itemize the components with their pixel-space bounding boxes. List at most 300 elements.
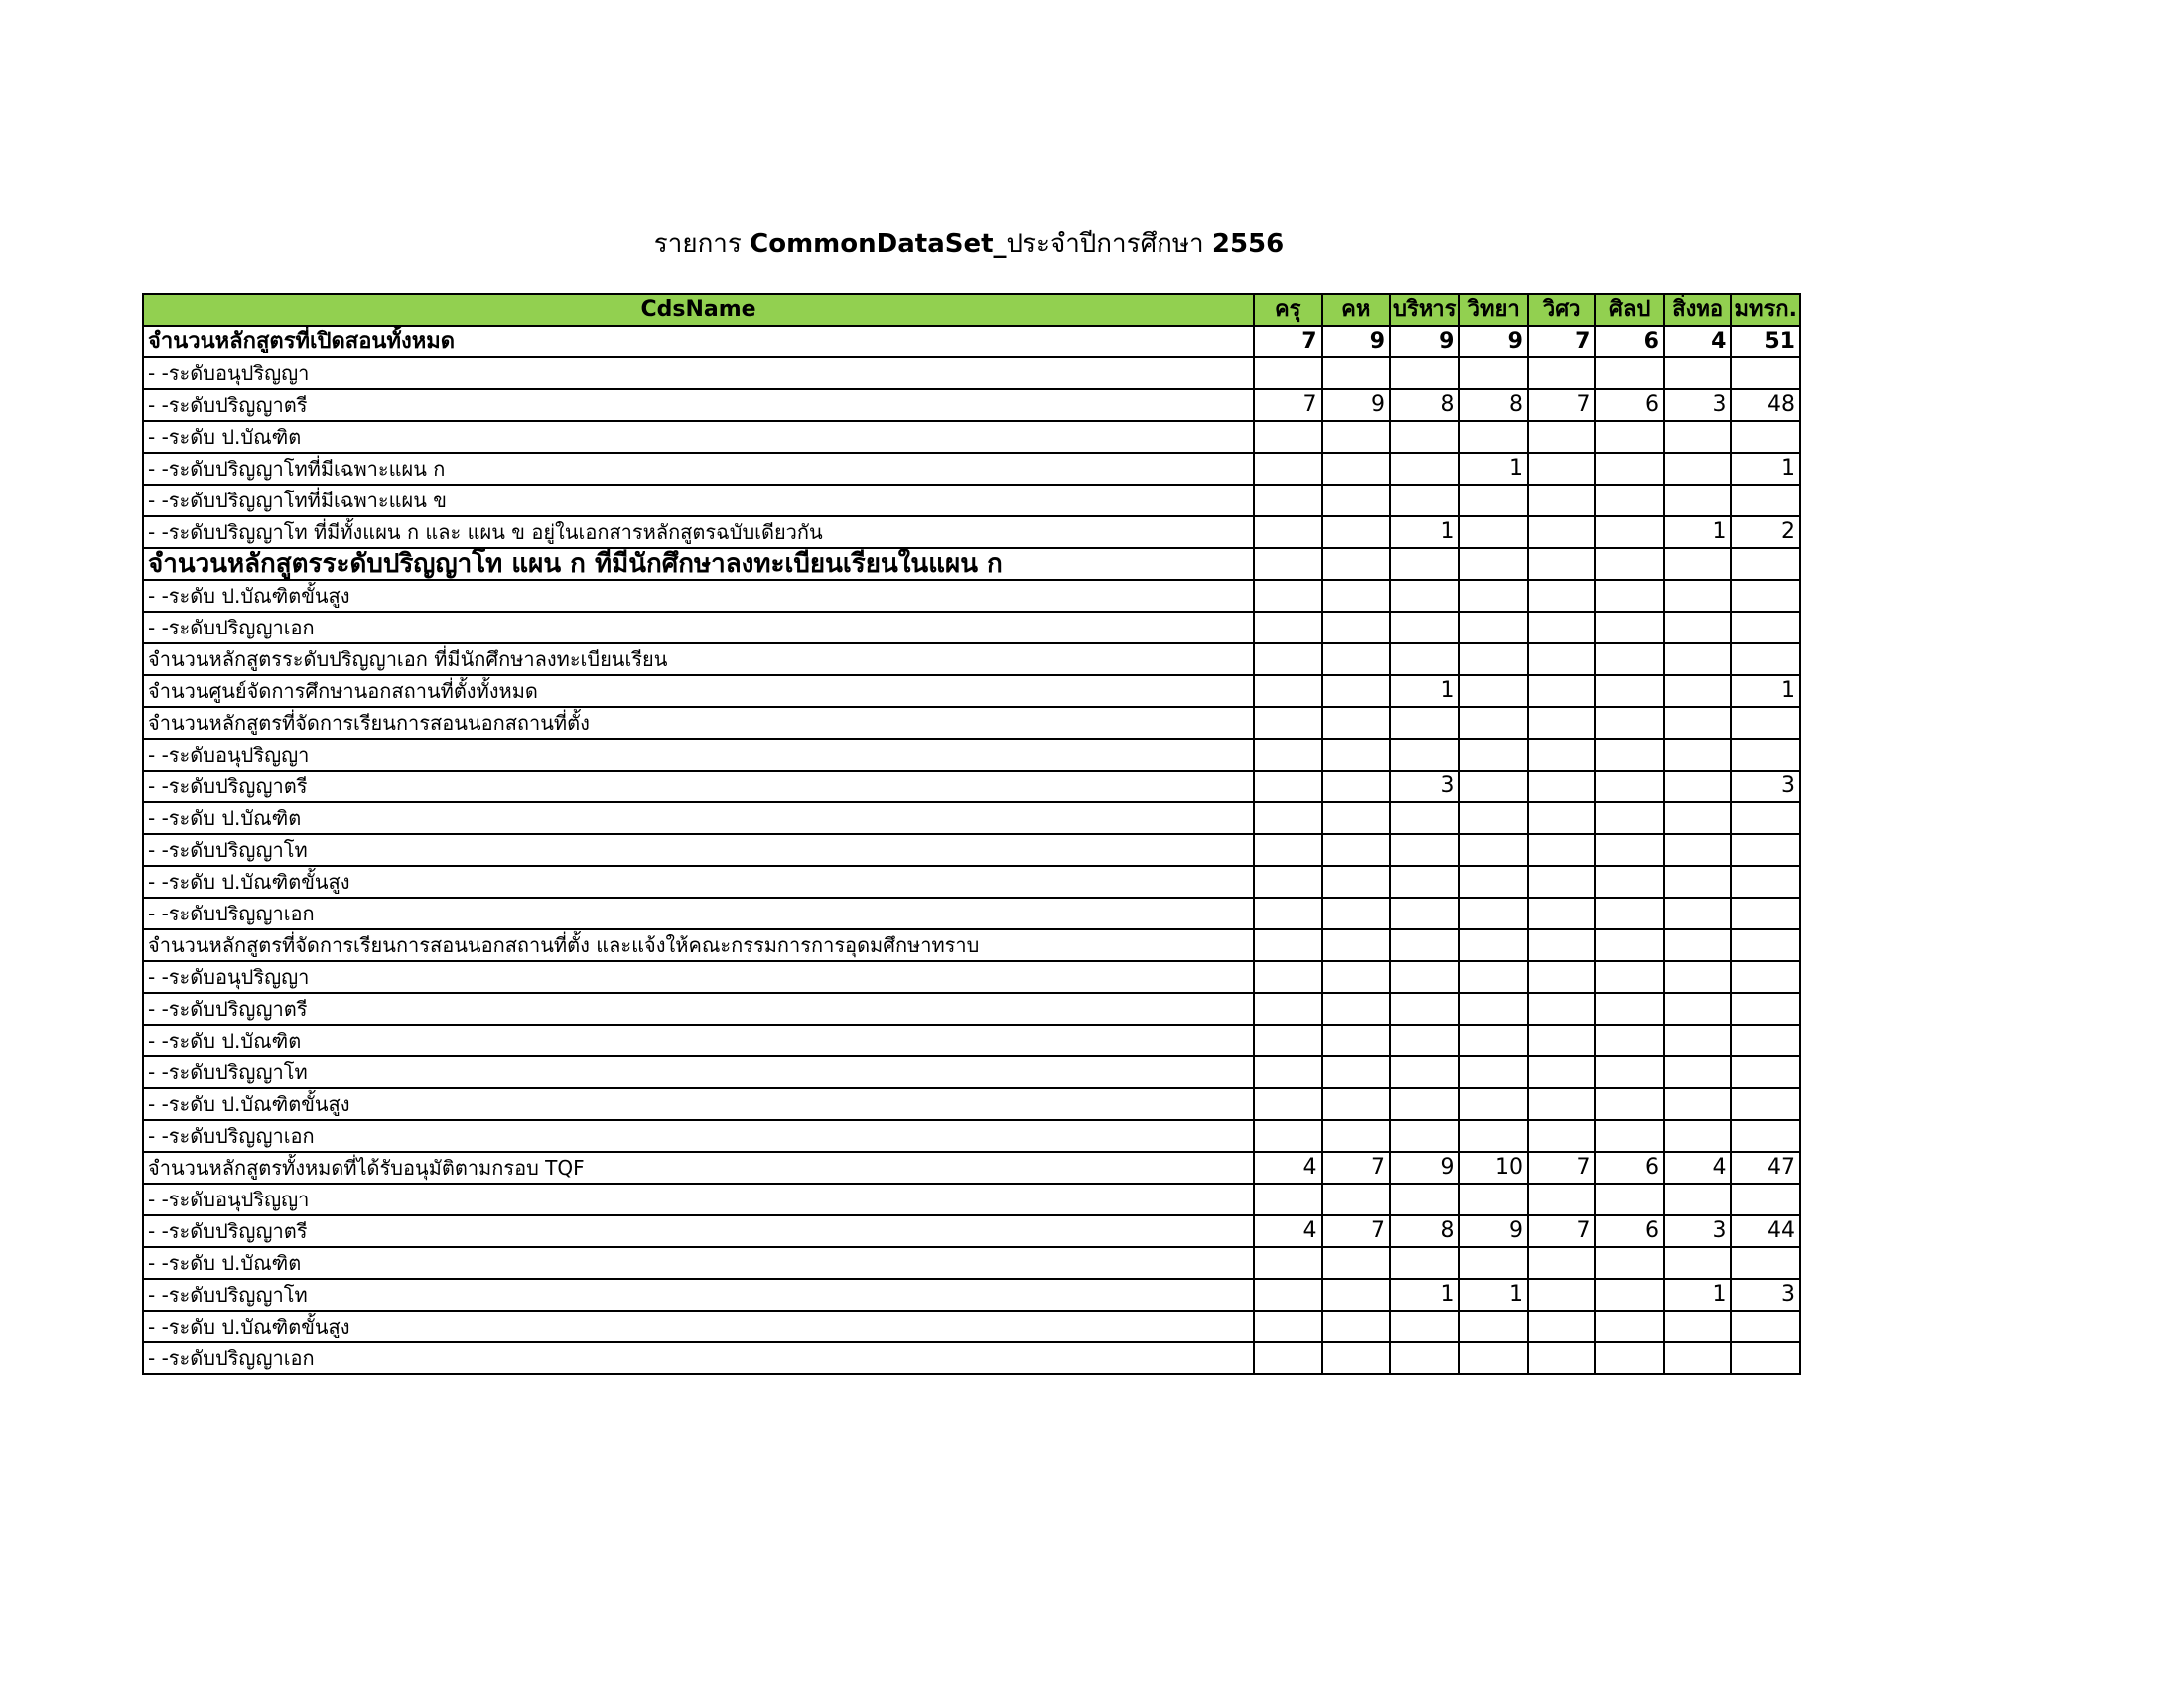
value-cell [1459, 357, 1528, 389]
value-cell [1459, 1184, 1528, 1215]
value-cell [1322, 1088, 1391, 1120]
value-cell [1322, 1025, 1391, 1056]
column-header-witthaya: วิทยา [1459, 294, 1528, 326]
value-cell [1254, 1025, 1322, 1056]
value-cell [1322, 675, 1391, 707]
value-cell [1731, 1088, 1800, 1120]
value-cell: 1 [1390, 675, 1459, 707]
value-cell [1322, 1247, 1391, 1279]
value-cell [1322, 516, 1391, 548]
table-row [143, 643, 1800, 675]
value-cell [1459, 1056, 1528, 1088]
value-cell [1254, 612, 1322, 643]
value-cell [1390, 453, 1459, 485]
value-cell: 47 [1731, 1152, 1800, 1184]
value-cell [1595, 1311, 1664, 1342]
value-cell [1459, 1025, 1528, 1056]
row-name-cell: - -ระดับ ป.บัณฑิต [143, 421, 1254, 453]
value-cell: 9 [1390, 326, 1459, 357]
value-cell: 7 [1528, 389, 1596, 421]
value-cell: 3 [1731, 1279, 1800, 1311]
value-cell [1664, 1342, 1732, 1374]
table-row [143, 516, 1800, 548]
value-cell [1731, 1184, 1800, 1215]
table-row [143, 771, 1800, 802]
value-cell [1459, 1247, 1528, 1279]
value-cell [1254, 1279, 1322, 1311]
value-cell: 7 [1528, 1215, 1596, 1247]
value-cell [1528, 357, 1596, 389]
value-cell [1528, 421, 1596, 453]
value-cell [1731, 1342, 1800, 1374]
value-cell [1595, 580, 1664, 612]
value-cell [1459, 739, 1528, 771]
column-header-witsawa: วิศว [1528, 294, 1596, 326]
table-row [143, 1120, 1800, 1152]
table-row [143, 1342, 1800, 1374]
row-name-cell: จำนวนศูนย์จัดการศึกษานอกสถานที่ตั้งทั้งหมด [143, 675, 1254, 707]
row-name-cell: - -ระดับ ป.บัณฑิต [143, 1025, 1254, 1056]
value-cell [1322, 453, 1391, 485]
value-cell [1254, 1247, 1322, 1279]
value-cell [1459, 961, 1528, 993]
value-cell [1528, 516, 1596, 548]
value-cell [1254, 929, 1322, 961]
table-row [143, 1025, 1800, 1056]
row-name-cell: จำนวนหลักสูตรทั้งหมดที่ได้รับอนุมัติตามกรอบ TQF [143, 1152, 1254, 1184]
value-cell [1664, 643, 1732, 675]
value-cell [1459, 802, 1528, 834]
value-cell [1595, 453, 1664, 485]
row-name-cell: จำนวนหลักสูตรที่จัดการเรียนการสอนนอกสถานที่ตั้ง และแจ้งให้คณะกรรมการการอุดมศึกษาทราบ [143, 929, 1254, 961]
value-cell [1390, 421, 1459, 453]
row-name-cell: - -ระดับปริญญาโทที่มีเฉพาะแผน ข [143, 485, 1254, 516]
column-header-total: มทรก. [1731, 294, 1800, 326]
value-cell [1664, 961, 1732, 993]
value-cell [1595, 1025, 1664, 1056]
value-cell [1254, 993, 1322, 1025]
value-cell [1459, 929, 1528, 961]
value-cell [1254, 739, 1322, 771]
row-name-cell: - -ระดับปริญญาเอก [143, 1120, 1254, 1152]
value-cell [1390, 1342, 1459, 1374]
value-cell [1459, 675, 1528, 707]
value-cell [1664, 707, 1732, 739]
row-name-cell: - -ระดับปริญญาโทที่มีเฉพาะแผน ก [143, 453, 1254, 485]
value-cell: 44 [1731, 1215, 1800, 1247]
value-cell [1731, 612, 1800, 643]
row-name-cell: - -ระดับ ป.บัณฑิตขั้นสูง [143, 866, 1254, 898]
value-cell [1595, 771, 1664, 802]
value-cell: 7 [1254, 389, 1322, 421]
value-cell [1459, 1120, 1528, 1152]
value-cell [1528, 993, 1596, 1025]
value-cell [1390, 929, 1459, 961]
table-row [143, 993, 1800, 1025]
value-cell [1595, 1247, 1664, 1279]
value-cell [1528, 961, 1596, 993]
value-cell: 7 [1322, 1152, 1391, 1184]
value-cell [1731, 929, 1800, 961]
value-cell [1664, 1088, 1732, 1120]
table-row [143, 326, 1800, 357]
row-name-cell: - -ระดับปริญญาเอก [143, 612, 1254, 643]
value-cell [1528, 771, 1596, 802]
value-cell [1459, 898, 1528, 929]
value-cell [1322, 548, 1391, 580]
value-cell: 1 [1459, 453, 1528, 485]
value-cell [1322, 834, 1391, 866]
value-cell [1664, 898, 1732, 929]
value-cell [1595, 1088, 1664, 1120]
value-cell: 4 [1664, 326, 1732, 357]
value-cell [1254, 866, 1322, 898]
value-cell [1254, 961, 1322, 993]
value-cell [1731, 643, 1800, 675]
table-row [143, 1215, 1800, 1247]
row-name-cell: - -ระดับปริญญาโท ที่มีทั้งแผน ก และ แผน ข อยู่ในเอกสารหลักสูตรฉบับเดียวกัน [143, 516, 1254, 548]
value-cell [1322, 580, 1391, 612]
value-cell [1595, 516, 1664, 548]
value-cell [1731, 1025, 1800, 1056]
value-cell: 1 [1390, 1279, 1459, 1311]
value-cell [1528, 1279, 1596, 1311]
value-cell: 9 [1322, 326, 1391, 357]
value-cell [1390, 961, 1459, 993]
value-cell [1254, 802, 1322, 834]
value-cell: 1 [1664, 1279, 1732, 1311]
value-cell [1595, 834, 1664, 866]
table-row [143, 485, 1800, 516]
value-cell: 1 [1664, 516, 1732, 548]
row-name-cell: - -ระดับปริญญาโท [143, 1056, 1254, 1088]
table-row [143, 802, 1800, 834]
value-cell: 1 [1731, 675, 1800, 707]
value-cell [1528, 1311, 1596, 1342]
value-cell: 3 [1390, 771, 1459, 802]
value-cell [1731, 898, 1800, 929]
row-name-cell: - -ระดับอนุปริญญา [143, 961, 1254, 993]
value-cell: 51 [1731, 326, 1800, 357]
value-cell [1390, 357, 1459, 389]
value-cell [1595, 548, 1664, 580]
value-cell: 7 [1528, 1152, 1596, 1184]
value-cell [1528, 802, 1596, 834]
row-name-cell: - -ระดับ ป.บัณฑิต [143, 802, 1254, 834]
value-cell [1254, 1184, 1322, 1215]
value-cell [1459, 612, 1528, 643]
value-cell [1595, 643, 1664, 675]
value-cell [1595, 1120, 1664, 1152]
value-cell: 4 [1254, 1152, 1322, 1184]
value-cell: 6 [1595, 1215, 1664, 1247]
value-cell [1595, 675, 1664, 707]
value-cell [1664, 453, 1732, 485]
table-row [143, 866, 1800, 898]
row-name-cell: จำนวนหลักสูตรระดับปริญญาโท แผน ก ที่มีนักศึกษาลงทะเบียนเรียนในแผน ก [143, 548, 1254, 580]
value-cell [1390, 1088, 1459, 1120]
value-cell [1459, 834, 1528, 866]
value-cell: 8 [1390, 1215, 1459, 1247]
column-header-singtho: สิ่งทอ [1664, 294, 1732, 326]
row-name-cell: - -ระดับปริญญาตรี [143, 993, 1254, 1025]
value-cell [1528, 1120, 1596, 1152]
value-cell [1528, 739, 1596, 771]
value-cell [1459, 993, 1528, 1025]
value-cell [1528, 612, 1596, 643]
value-cell [1390, 1247, 1459, 1279]
value-cell: 4 [1664, 1152, 1732, 1184]
value-cell [1528, 1025, 1596, 1056]
data-table [142, 293, 1801, 1375]
value-cell: 9 [1459, 326, 1528, 357]
row-name-cell: - -ระดับปริญญาเอก [143, 1342, 1254, 1374]
value-cell [1459, 548, 1528, 580]
title-main: CommonDataSet_ [750, 229, 1007, 259]
value-cell [1595, 485, 1664, 516]
value-cell [1731, 1056, 1800, 1088]
value-cell [1664, 357, 1732, 389]
value-cell [1664, 771, 1732, 802]
value-cell: 7 [1322, 1215, 1391, 1247]
value-cell [1595, 1342, 1664, 1374]
value-cell [1390, 1184, 1459, 1215]
value-cell [1595, 993, 1664, 1025]
value-cell [1254, 643, 1322, 675]
value-cell [1322, 485, 1391, 516]
table-row [143, 1088, 1800, 1120]
value-cell [1390, 707, 1459, 739]
value-cell [1664, 739, 1732, 771]
value-cell [1254, 357, 1322, 389]
value-cell [1322, 1120, 1391, 1152]
value-cell: 2 [1731, 516, 1800, 548]
title-year: 2556 [1211, 229, 1285, 259]
row-name-cell: - -ระดับ ป.บัณฑิต [143, 1247, 1254, 1279]
value-cell [1390, 993, 1459, 1025]
row-name-cell: - -ระดับปริญญาเอก [143, 898, 1254, 929]
table-row [143, 834, 1800, 866]
value-cell [1254, 516, 1322, 548]
value-cell [1664, 1025, 1732, 1056]
value-cell [1664, 1184, 1732, 1215]
row-name-cell: จำนวนหลักสูตรที่จัดการเรียนการสอนนอกสถานที่ตั้ง [143, 707, 1254, 739]
value-cell [1731, 739, 1800, 771]
column-header-khru: ครุ [1254, 294, 1322, 326]
value-cell [1254, 548, 1322, 580]
value-cell [1390, 834, 1459, 866]
value-cell [1528, 580, 1596, 612]
value-cell [1390, 898, 1459, 929]
value-cell [1459, 485, 1528, 516]
value-cell [1390, 739, 1459, 771]
value-cell [1322, 707, 1391, 739]
value-cell [1254, 675, 1322, 707]
value-cell [1459, 643, 1528, 675]
value-cell [1664, 1247, 1732, 1279]
row-name-cell: จำนวนหลักสูตรระดับปริญญาเอก ที่มีนักศึกษาลงทะเบียนเรียน [143, 643, 1254, 675]
value-cell [1664, 421, 1732, 453]
table-row [143, 357, 1800, 389]
value-cell [1664, 802, 1732, 834]
value-cell [1528, 485, 1596, 516]
table-row [143, 961, 1800, 993]
value-cell [1254, 1056, 1322, 1088]
value-cell [1322, 612, 1391, 643]
value-cell [1459, 516, 1528, 548]
value-cell [1322, 802, 1391, 834]
value-cell [1459, 866, 1528, 898]
value-cell [1664, 866, 1732, 898]
value-cell [1595, 357, 1664, 389]
value-cell [1459, 1342, 1528, 1374]
value-cell [1595, 929, 1664, 961]
value-cell: 7 [1254, 326, 1322, 357]
value-cell: 1 [1731, 453, 1800, 485]
row-name-cell: - -ระดับปริญญาโท [143, 1279, 1254, 1311]
value-cell [1390, 485, 1459, 516]
column-header-sin: ศิลป [1595, 294, 1664, 326]
row-name-cell: - -ระดับ ป.บัณฑิตขั้นสูง [143, 1088, 1254, 1120]
value-cell [1731, 485, 1800, 516]
table-row [143, 929, 1800, 961]
value-cell [1254, 580, 1322, 612]
value-cell [1459, 707, 1528, 739]
value-cell [1595, 898, 1664, 929]
row-name-cell: - -ระดับปริญญาตรี [143, 1215, 1254, 1247]
value-cell [1731, 993, 1800, 1025]
value-cell [1322, 993, 1391, 1025]
value-cell [1664, 548, 1732, 580]
value-cell [1390, 643, 1459, 675]
value-cell [1731, 866, 1800, 898]
value-cell [1528, 548, 1596, 580]
title-suffix: ประจำปีการศึกษา [1006, 229, 1212, 259]
value-cell [1254, 1088, 1322, 1120]
value-cell: 9 [1322, 389, 1391, 421]
value-cell [1731, 707, 1800, 739]
value-cell [1322, 929, 1391, 961]
value-cell [1390, 1120, 1459, 1152]
value-cell [1254, 1342, 1322, 1374]
value-cell [1664, 834, 1732, 866]
value-cell: 6 [1595, 326, 1664, 357]
table-row [143, 1184, 1800, 1215]
report-title [139, 224, 1799, 264]
value-cell [1528, 1088, 1596, 1120]
value-cell: 8 [1459, 389, 1528, 421]
table-row [143, 898, 1800, 929]
value-cell [1390, 866, 1459, 898]
value-cell [1731, 580, 1800, 612]
value-cell [1254, 898, 1322, 929]
value-cell: 6 [1595, 389, 1664, 421]
value-cell [1459, 421, 1528, 453]
value-cell [1322, 1184, 1391, 1215]
value-cell [1664, 993, 1732, 1025]
value-cell [1528, 643, 1596, 675]
value-cell [1254, 1120, 1322, 1152]
value-cell [1459, 580, 1528, 612]
value-cell [1459, 771, 1528, 802]
table-row [143, 675, 1800, 707]
column-header-cdsname: CdsName [143, 294, 1254, 326]
value-cell [1528, 707, 1596, 739]
value-cell [1664, 1056, 1732, 1088]
value-cell [1595, 802, 1664, 834]
value-cell [1459, 1311, 1528, 1342]
value-cell [1390, 580, 1459, 612]
value-cell [1322, 643, 1391, 675]
header-row [143, 294, 1800, 326]
column-header-kh: คห [1322, 294, 1391, 326]
value-cell [1390, 612, 1459, 643]
value-cell [1322, 1311, 1391, 1342]
table-row [143, 580, 1800, 612]
value-cell [1322, 866, 1391, 898]
value-cell [1322, 961, 1391, 993]
value-cell: 4 [1254, 1215, 1322, 1247]
value-cell [1664, 1120, 1732, 1152]
value-cell: 3 [1664, 389, 1732, 421]
value-cell [1731, 1247, 1800, 1279]
value-cell [1322, 1056, 1391, 1088]
value-cell: 1 [1459, 1279, 1528, 1311]
value-cell [1664, 929, 1732, 961]
value-cell: 8 [1390, 389, 1459, 421]
table-row [143, 1311, 1800, 1342]
value-cell: 3 [1664, 1215, 1732, 1247]
value-cell [1528, 929, 1596, 961]
value-cell [1595, 866, 1664, 898]
value-cell [1390, 802, 1459, 834]
value-cell: 48 [1731, 389, 1800, 421]
value-cell [1664, 485, 1732, 516]
value-cell [1528, 1342, 1596, 1374]
value-cell [1731, 357, 1800, 389]
value-cell [1254, 421, 1322, 453]
value-cell [1595, 961, 1664, 993]
value-cell [1322, 421, 1391, 453]
value-cell [1322, 771, 1391, 802]
table-row [143, 1056, 1800, 1088]
value-cell [1322, 357, 1391, 389]
row-name-cell: - -ระดับปริญญาตรี [143, 389, 1254, 421]
value-cell [1595, 707, 1664, 739]
value-cell [1595, 612, 1664, 643]
value-cell [1731, 548, 1800, 580]
value-cell [1528, 866, 1596, 898]
row-name-cell: - -ระดับอนุปริญญา [143, 739, 1254, 771]
row-name-cell: - -ระดับอนุปริญญา [143, 1184, 1254, 1215]
value-cell [1528, 1184, 1596, 1215]
value-cell [1595, 1279, 1664, 1311]
table-row [143, 1279, 1800, 1311]
title-prefix: รายการ [653, 229, 751, 259]
table-row [143, 1152, 1800, 1184]
row-name-cell: จำนวนหลักสูตรที่เปิดสอนทั้งหมด [143, 326, 1254, 357]
value-cell [1528, 675, 1596, 707]
table-row [143, 548, 1800, 580]
table-row [143, 421, 1800, 453]
value-cell: 9 [1390, 1152, 1459, 1184]
value-cell: 10 [1459, 1152, 1528, 1184]
table-row [143, 612, 1800, 643]
value-cell [1595, 739, 1664, 771]
value-cell [1528, 1056, 1596, 1088]
value-cell [1390, 1056, 1459, 1088]
table-row [143, 453, 1800, 485]
